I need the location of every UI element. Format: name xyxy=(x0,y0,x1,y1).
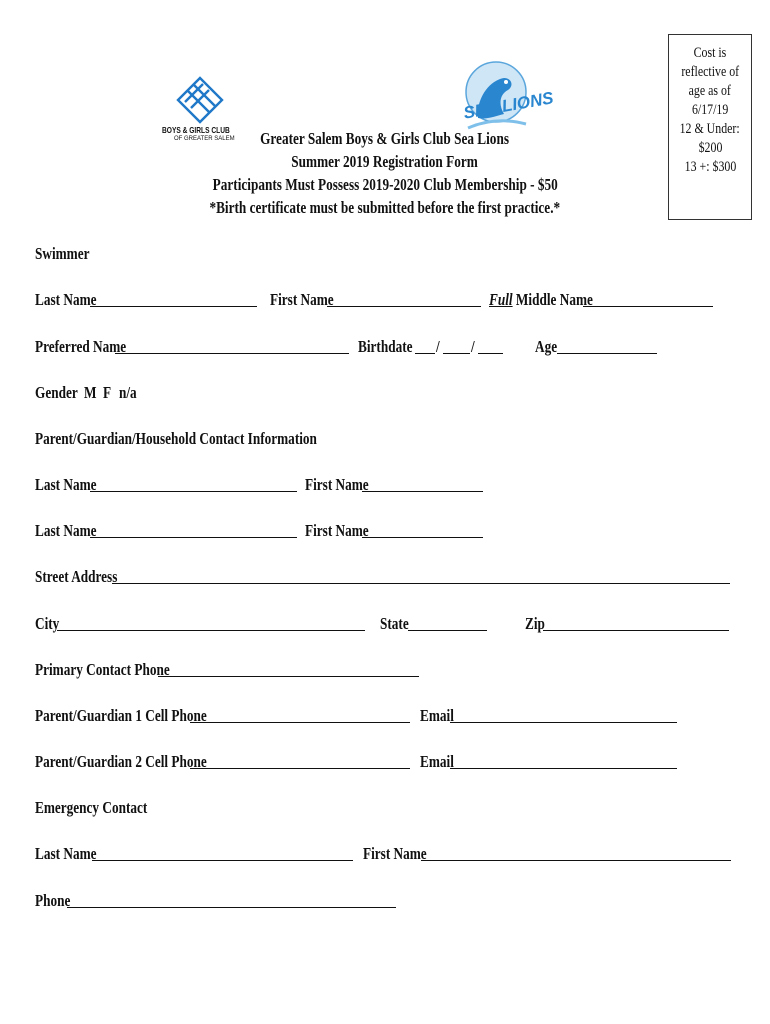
guardian1-first-name-field[interactable] xyxy=(362,491,483,492)
header-birth-certificate: *Birth certificate must be submitted before the first practice.* xyxy=(209,198,561,217)
emergency-first-name-label: First Name xyxy=(363,844,427,863)
club-hands-icon xyxy=(160,74,240,128)
guardian2-last-name-field[interactable] xyxy=(90,537,297,538)
header-membership: Participants Must Possess 2019-2020 Club Membership - $50 xyxy=(212,175,558,194)
swimmer-heading: Swimmer xyxy=(35,244,90,263)
birthdate-separator: / xyxy=(471,337,475,356)
cost-line: 13 +: $300 xyxy=(684,159,736,175)
state-label: State xyxy=(380,614,409,633)
zip-label: Zip xyxy=(525,614,545,633)
swimmer-first-name-field[interactable] xyxy=(327,306,481,307)
pg1-cell-label: Parent/Guardian 1 Cell Phone xyxy=(35,706,207,725)
street-address-label: Street Address xyxy=(35,567,118,586)
swimmer-last-name-field[interactable] xyxy=(90,306,257,307)
guardian1-last-name-field[interactable] xyxy=(90,491,297,492)
city-field[interactable] xyxy=(57,630,365,631)
gender-option-m[interactable]: M xyxy=(84,383,97,402)
zip-field[interactable] xyxy=(543,630,729,631)
city-label: City xyxy=(35,614,60,633)
birthdate-year-field[interactable] xyxy=(478,353,503,354)
swimmer-middle-name-label: Full Middle Name xyxy=(489,290,593,309)
gender-option-na[interactable]: n/a xyxy=(119,383,137,402)
gender-label: Gender xyxy=(35,383,78,402)
swimmer-middle-name-field[interactable] xyxy=(583,306,713,307)
logo-text: SEA LIONS xyxy=(462,88,555,123)
swimmer-last-name-label: Last Name xyxy=(35,290,97,309)
primary-phone-field[interactable] xyxy=(158,676,419,677)
preferred-name-field[interactable] xyxy=(115,353,349,354)
cost-line: Cost is xyxy=(693,45,727,61)
cost-line: reflective of xyxy=(681,64,739,80)
emergency-last-name-label: Last Name xyxy=(35,844,97,863)
preferred-name-label: Preferred Name xyxy=(35,337,127,356)
birthdate-month-field[interactable] xyxy=(415,353,435,354)
birthdate-separator: / xyxy=(436,337,440,356)
guardian2-first-name-field[interactable] xyxy=(362,537,483,538)
street-address-field[interactable] xyxy=(112,583,730,584)
age-label: Age xyxy=(535,337,558,356)
guardian1-last-name-label: Last Name xyxy=(35,475,97,494)
header-subtitle: Summer 2019 Registration Form xyxy=(291,152,479,171)
pg1-cell-field[interactable] xyxy=(190,722,410,723)
pg1-email-label: Email xyxy=(420,706,454,725)
header-title: Greater Salem Boys & Girls Club Sea Lions xyxy=(260,129,510,148)
cost-line: 12 & Under: xyxy=(679,121,741,137)
emergency-phone-label: Phone xyxy=(35,891,71,910)
guardian-heading: Parent/Guardian/Household Contact Information xyxy=(35,429,317,448)
guardian2-last-name-label: Last Name xyxy=(35,521,97,540)
birthdate-label: Birthdate xyxy=(358,337,413,356)
logo-line2: OF GREATER SALEM xyxy=(174,136,235,142)
guardian1-first-name-label: First Name xyxy=(305,475,369,494)
gender-option-f[interactable]: F xyxy=(103,383,112,402)
guardian2-first-name-label: First Name xyxy=(305,521,369,540)
swimmer-first-name-label: First Name xyxy=(270,290,334,309)
pg2-cell-field[interactable] xyxy=(190,768,410,769)
primary-phone-label: Primary Contact Phone xyxy=(35,660,170,679)
pg1-email-field[interactable] xyxy=(450,722,677,723)
full-emphasis: Full xyxy=(489,290,513,309)
cost-line: 6/17/19 xyxy=(691,102,729,118)
state-field[interactable] xyxy=(408,630,487,631)
cost-line: $200 xyxy=(698,140,722,156)
pg2-cell-label: Parent/Guardian 2 Cell Phone xyxy=(35,752,207,771)
cost-line: age as of xyxy=(688,83,732,99)
pg2-email-label: Email xyxy=(420,752,454,771)
emergency-phone-field[interactable] xyxy=(67,907,396,908)
birthdate-day-field[interactable] xyxy=(443,353,470,354)
pg2-email-field[interactable] xyxy=(450,768,677,769)
emergency-last-name-field[interactable] xyxy=(92,860,353,861)
logo-line1: BOYS & GIRLS CLUB xyxy=(162,125,230,135)
emergency-first-name-field[interactable] xyxy=(421,860,731,861)
emergency-heading: Emergency Contact xyxy=(35,798,148,817)
age-field[interactable] xyxy=(557,353,657,354)
